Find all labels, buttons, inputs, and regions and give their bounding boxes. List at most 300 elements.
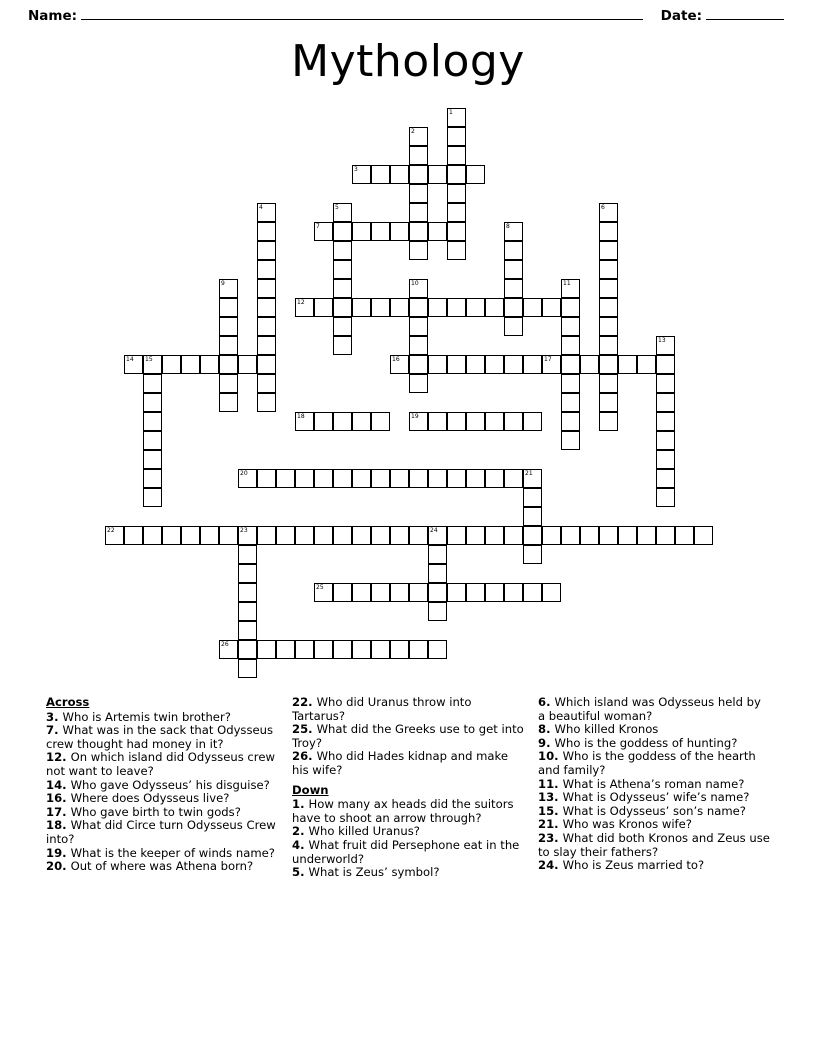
crossword-cell[interactable]: [371, 298, 390, 317]
crossword-cell[interactable]: [238, 564, 257, 583]
crossword-cell[interactable]: [599, 279, 618, 298]
crossword-cell[interactable]: [257, 317, 276, 336]
crossword-cell[interactable]: [447, 108, 466, 127]
crossword-cell[interactable]: [371, 526, 390, 545]
crossword-cell[interactable]: [504, 583, 523, 602]
crossword-cell[interactable]: [124, 526, 143, 545]
crossword-cell[interactable]: [409, 241, 428, 260]
crossword-cell[interactable]: [409, 127, 428, 146]
crossword-cell[interactable]: [523, 583, 542, 602]
crossword-cell[interactable]: [181, 355, 200, 374]
crossword-cell[interactable]: [409, 165, 428, 184]
crossword-cell[interactable]: [314, 526, 333, 545]
crossword-cell[interactable]: [428, 222, 447, 241]
crossword-cell[interactable]: [466, 355, 485, 374]
crossword-cell[interactable]: [295, 526, 314, 545]
crossword-cell[interactable]: [447, 526, 466, 545]
crossword-cell[interactable]: [238, 602, 257, 621]
crossword-cell[interactable]: [257, 203, 276, 222]
cell-number: 1: [449, 109, 453, 116]
crossword-cell[interactable]: [656, 488, 675, 507]
crossword-cell[interactable]: [447, 127, 466, 146]
crossword-cell[interactable]: [466, 298, 485, 317]
crossword-cell[interactable]: [371, 469, 390, 488]
crossword-cell[interactable]: [523, 355, 542, 374]
crossword-cell[interactable]: [333, 412, 352, 431]
date-label: Date:: [660, 8, 702, 24]
clue-item: [46, 847, 278, 861]
crossword-cell[interactable]: [143, 469, 162, 488]
crossword-cell[interactable]: [561, 374, 580, 393]
crossword-cell[interactable]: [352, 640, 371, 659]
crossword-cell[interactable]: [542, 298, 561, 317]
crossword-cell[interactable]: [371, 640, 390, 659]
clue-item: [538, 791, 770, 805]
crossword-cell[interactable]: [409, 355, 428, 374]
clue-number: 25.: [292, 722, 317, 737]
crossword-cell[interactable]: [656, 526, 675, 545]
crossword-cell[interactable]: [143, 412, 162, 431]
crossword-cell[interactable]: [295, 640, 314, 659]
clue-item: [46, 806, 278, 820]
date-write-line[interactable]: [706, 19, 784, 20]
crossword-cell[interactable]: [485, 298, 504, 317]
crossword-cell[interactable]: [504, 279, 523, 298]
clue-item: [292, 866, 524, 880]
crossword-cell[interactable]: [656, 412, 675, 431]
crossword-cell[interactable]: [314, 412, 333, 431]
crossword-cell[interactable]: [314, 298, 333, 317]
clue-number: 15.: [538, 803, 563, 818]
crossword-cell[interactable]: [409, 184, 428, 203]
crossword-cell[interactable]: [618, 526, 637, 545]
crossword-cell[interactable]: [599, 393, 618, 412]
crossword-cell[interactable]: [428, 165, 447, 184]
crossword-cell[interactable]: [637, 355, 656, 374]
crossword-cell[interactable]: [523, 545, 542, 564]
crossword-cell[interactable]: [257, 640, 276, 659]
crossword-cell[interactable]: [295, 469, 314, 488]
clue-text: Who is the goddess of hunting?: [554, 735, 738, 750]
cell-number: 5: [335, 204, 339, 211]
clue-text: Who was Kronos wife?: [562, 817, 692, 832]
crossword-cell[interactable]: [428, 583, 447, 602]
crossword-cell[interactable]: [333, 526, 352, 545]
clue-item: [292, 825, 524, 839]
crossword-cell[interactable]: [485, 583, 504, 602]
crossword-cell[interactable]: [599, 298, 618, 317]
crossword-cell[interactable]: [447, 469, 466, 488]
clue-number: 20.: [46, 859, 71, 874]
crossword-cell[interactable]: [599, 241, 618, 260]
crossword-cell[interactable]: [390, 165, 409, 184]
crossword-cell[interactable]: [447, 355, 466, 374]
crossword-cell[interactable]: [371, 165, 390, 184]
crossword-cell[interactable]: [390, 526, 409, 545]
crossword-cell[interactable]: [390, 355, 409, 374]
crossword-cell[interactable]: [333, 222, 352, 241]
crossword-cell[interactable]: [504, 317, 523, 336]
crossword-cell[interactable]: [542, 355, 561, 374]
crossword-cell[interactable]: [599, 355, 618, 374]
cell-number: 22: [107, 527, 115, 534]
clue-number: 14.: [46, 777, 71, 792]
crossword-cell[interactable]: [238, 583, 257, 602]
crossword-cell[interactable]: [580, 355, 599, 374]
crossword-cell[interactable]: [390, 222, 409, 241]
cell-number: 9: [221, 280, 225, 287]
crossword-cell[interactable]: [599, 412, 618, 431]
crossword-cell[interactable]: [504, 469, 523, 488]
clue-item: [46, 779, 278, 793]
name-write-line[interactable]: [81, 19, 643, 20]
crossword-cell[interactable]: [409, 640, 428, 659]
crossword-cell[interactable]: [561, 355, 580, 374]
crossword-cell[interactable]: [352, 298, 371, 317]
cell-number: 26: [221, 641, 229, 648]
clue-text: Where does Odysseus live?: [70, 791, 230, 806]
crossword-cell[interactable]: [219, 374, 238, 393]
cell-number: 24: [430, 527, 438, 534]
crossword-cell[interactable]: [447, 184, 466, 203]
crossword-cell[interactable]: [504, 222, 523, 241]
clue-number: 22.: [292, 695, 317, 709]
crossword-cell[interactable]: [219, 279, 238, 298]
cell-number: 4: [259, 204, 263, 211]
cell-number: 13: [658, 337, 666, 344]
crossword-cell[interactable]: [352, 469, 371, 488]
crossword-cell[interactable]: [295, 298, 314, 317]
crossword-cell[interactable]: [409, 222, 428, 241]
clue-number: 7.: [46, 723, 63, 738]
cell-number: 7: [316, 223, 320, 230]
crossword-cell[interactable]: [428, 469, 447, 488]
crossword-cell[interactable]: [466, 469, 485, 488]
crossword-cell[interactable]: [219, 526, 238, 545]
clue-item: [292, 696, 524, 723]
crossword-cell[interactable]: [409, 279, 428, 298]
crossword-cell[interactable]: [561, 412, 580, 431]
crossword-cell[interactable]: [523, 488, 542, 507]
crossword-cell[interactable]: [257, 260, 276, 279]
crossword-cell[interactable]: [219, 393, 238, 412]
crossword-cell[interactable]: [409, 469, 428, 488]
cell-number: 18: [297, 413, 305, 420]
crossword-cell[interactable]: [276, 526, 295, 545]
crossword-cell[interactable]: [314, 222, 333, 241]
clue-item: [538, 818, 770, 832]
crossword-cell[interactable]: [485, 469, 504, 488]
clue-number: 4.: [292, 837, 309, 852]
crossword-cell[interactable]: [447, 241, 466, 260]
crossword-cell[interactable]: [257, 355, 276, 374]
crossword-cell[interactable]: [428, 298, 447, 317]
clue-item: [46, 860, 278, 874]
crossword-cell[interactable]: [428, 602, 447, 621]
clue-number: 17.: [46, 804, 71, 819]
crossword-cell[interactable]: [409, 374, 428, 393]
clue-item: [538, 778, 770, 792]
clue-item: [292, 798, 524, 825]
crossword-cell[interactable]: [599, 222, 618, 241]
crossword-cell[interactable]: [371, 222, 390, 241]
clue-text: What is Zeus’ symbol?: [308, 865, 440, 880]
cell-number: 17: [544, 356, 552, 363]
crossword-cell[interactable]: [333, 469, 352, 488]
crossword-cell[interactable]: [143, 431, 162, 450]
crossword-cell[interactable]: [371, 412, 390, 431]
clue-item: [46, 724, 278, 751]
crossword-cell[interactable]: [561, 336, 580, 355]
crossword-cell[interactable]: [200, 526, 219, 545]
crossword-cell[interactable]: [656, 431, 675, 450]
cell-number: 16: [392, 356, 400, 363]
crossword-cell[interactable]: [599, 317, 618, 336]
crossword-cell[interactable]: [333, 298, 352, 317]
crossword-cell[interactable]: [257, 298, 276, 317]
crossword-cell[interactable]: [656, 336, 675, 355]
clue-item: [538, 750, 770, 777]
crossword-cell[interactable]: [238, 526, 257, 545]
crossword-cell[interactable]: [409, 526, 428, 545]
crossword-cell[interactable]: [219, 317, 238, 336]
clue-item: [538, 696, 770, 723]
crossword-cell[interactable]: [447, 583, 466, 602]
crossword-cell[interactable]: [314, 469, 333, 488]
crossword-cell[interactable]: [257, 336, 276, 355]
crossword-cell[interactable]: [333, 336, 352, 355]
crossword-cell[interactable]: [466, 412, 485, 431]
crossword-cell[interactable]: [238, 469, 257, 488]
crossword-cell[interactable]: [523, 298, 542, 317]
crossword-cell[interactable]: [656, 374, 675, 393]
crossword-cell[interactable]: [333, 279, 352, 298]
crossword-cell[interactable]: [618, 355, 637, 374]
crossword-cell[interactable]: [257, 241, 276, 260]
crossword-cell[interactable]: [143, 450, 162, 469]
cell-number: 10: [411, 280, 419, 287]
crossword-cell[interactable]: [428, 545, 447, 564]
crossword-cell[interactable]: [371, 583, 390, 602]
crossword-cell[interactable]: [219, 336, 238, 355]
crossword-cell[interactable]: [200, 355, 219, 374]
crossword-cell[interactable]: [276, 469, 295, 488]
clue-number: 3.: [46, 709, 63, 724]
crossword-cell[interactable]: [580, 526, 599, 545]
crossword-cell[interactable]: [523, 507, 542, 526]
crossword-cell[interactable]: [409, 203, 428, 222]
crossword-cell[interactable]: [542, 526, 561, 545]
crossword-cell[interactable]: [466, 165, 485, 184]
crossword-cell[interactable]: [428, 355, 447, 374]
crossword-cell[interactable]: [162, 526, 181, 545]
crossword-cell[interactable]: [143, 355, 162, 374]
crossword-cell[interactable]: [447, 146, 466, 165]
clue-item: [538, 859, 770, 873]
crossword-cell[interactable]: [257, 222, 276, 241]
page-title: Mythology: [291, 36, 525, 87]
crossword-cell[interactable]: [143, 488, 162, 507]
cell-number: 8: [506, 223, 510, 230]
crossword-cell[interactable]: [390, 469, 409, 488]
crossword-cell[interactable]: [599, 526, 618, 545]
crossword-cell[interactable]: [352, 165, 371, 184]
crossword-cell[interactable]: [219, 355, 238, 374]
crossword-cell[interactable]: [428, 526, 447, 545]
clue-text: Who killed Uranus?: [308, 824, 420, 839]
crossword-cell[interactable]: [352, 412, 371, 431]
crossword-cell[interactable]: [409, 336, 428, 355]
clue-text: What is Athena’s roman name?: [562, 776, 745, 791]
crossword-cell[interactable]: [485, 412, 504, 431]
crossword-cell[interactable]: [333, 317, 352, 336]
crossword-cell[interactable]: [143, 374, 162, 393]
crossword-cell[interactable]: [238, 640, 257, 659]
crossword-cell[interactable]: [314, 583, 333, 602]
crossword-cell[interactable]: [181, 526, 200, 545]
crossword-cell[interactable]: [409, 298, 428, 317]
crossword-cell[interactable]: [561, 393, 580, 412]
crossword-cell[interactable]: [143, 393, 162, 412]
crossword-cell[interactable]: [504, 260, 523, 279]
clue-item: [292, 750, 524, 777]
crossword-cell[interactable]: [675, 526, 694, 545]
cell-number: 21: [525, 470, 533, 477]
crossword-cell[interactable]: [143, 526, 162, 545]
crossword-cell[interactable]: [105, 526, 124, 545]
cell-number: 23: [240, 527, 248, 534]
crossword-cell[interactable]: [694, 526, 713, 545]
cell-number: 19: [411, 413, 419, 420]
name-date-header: [28, 8, 788, 24]
crossword-cell[interactable]: [238, 355, 257, 374]
clue-text: Out of where was Athena born?: [70, 859, 254, 874]
crossword-cell[interactable]: [257, 526, 276, 545]
crossword-cell[interactable]: [523, 412, 542, 431]
crossword-cell[interactable]: [409, 146, 428, 165]
crossword-cell[interactable]: [504, 412, 523, 431]
crossword-cell[interactable]: [390, 298, 409, 317]
crossword-cell[interactable]: [409, 583, 428, 602]
crossword-cell[interactable]: [124, 355, 143, 374]
crossword-cell[interactable]: [561, 298, 580, 317]
crossword-cell[interactable]: [352, 583, 371, 602]
clue-text: Who is Artemis twin brother?: [62, 709, 231, 724]
clue-text: What did the Greeks use to get into Troy?: [292, 722, 524, 750]
crossword-cell[interactable]: [599, 203, 618, 222]
crossword-cell[interactable]: [428, 564, 447, 583]
crossword-cell[interactable]: [238, 659, 257, 678]
crossword-cell[interactable]: [523, 469, 542, 488]
crossword-cell[interactable]: [485, 355, 504, 374]
crossword-cell[interactable]: [447, 298, 466, 317]
crossword-cell[interactable]: [447, 203, 466, 222]
crossword-cell[interactable]: [238, 621, 257, 640]
crossword-cell[interactable]: [523, 526, 542, 545]
crossword-cell[interactable]: [219, 640, 238, 659]
crossword-cell[interactable]: [504, 526, 523, 545]
crossword-cell[interactable]: [295, 412, 314, 431]
crossword-cell[interactable]: [238, 545, 257, 564]
clue-text: What is the keeper of winds name?: [70, 845, 275, 860]
crossword-cell[interactable]: [257, 393, 276, 412]
crossword-grid[interactable]: [105, 108, 715, 661]
crossword-cell[interactable]: [504, 241, 523, 260]
crossword-cell[interactable]: [637, 526, 656, 545]
crossword-cell[interactable]: [599, 336, 618, 355]
crossword-cell[interactable]: [485, 526, 504, 545]
clue-list: [46, 696, 770, 986]
clue-number: 16.: [46, 791, 71, 806]
crossword-cell[interactable]: [447, 222, 466, 241]
crossword-cell[interactable]: [656, 393, 675, 412]
crossword-cell[interactable]: [333, 640, 352, 659]
clue-number: 18.: [46, 818, 71, 833]
clue-number: 13.: [538, 790, 563, 805]
crossword-cell[interactable]: [333, 203, 352, 222]
crossword-cell[interactable]: [542, 583, 561, 602]
clue-text: Who is the goddess of the hearth and family?: [538, 749, 756, 777]
crossword-cell[interactable]: [504, 355, 523, 374]
crossword-cell[interactable]: [599, 260, 618, 279]
crossword-cell[interactable]: [276, 640, 295, 659]
crossword-cell[interactable]: [561, 431, 580, 450]
crossword-cell[interactable]: [257, 374, 276, 393]
crossword-cell[interactable]: [561, 279, 580, 298]
clue-text: Who gave birth to twin gods?: [70, 804, 241, 819]
crossword-cell[interactable]: [656, 469, 675, 488]
crossword-cell[interactable]: [162, 355, 181, 374]
crossword-cell[interactable]: [466, 583, 485, 602]
clue-number: 2.: [292, 824, 309, 839]
crossword-cell[interactable]: [352, 526, 371, 545]
cell-number: 14: [126, 356, 134, 363]
crossword-cell[interactable]: [656, 450, 675, 469]
crossword-cell[interactable]: [352, 222, 371, 241]
crossword-cell[interactable]: [447, 165, 466, 184]
crossword-cell[interactable]: [333, 583, 352, 602]
cell-number: 20: [240, 470, 248, 477]
crossword-cell[interactable]: [409, 412, 428, 431]
crossword-cell[interactable]: [390, 583, 409, 602]
crossword-cell[interactable]: [409, 317, 428, 336]
crossword-cell[interactable]: [333, 241, 352, 260]
clue-text: What is Odysseus’ son’s name?: [562, 803, 746, 818]
crossword-cell[interactable]: [390, 640, 409, 659]
crossword-cell[interactable]: [561, 526, 580, 545]
crossword-cell[interactable]: [504, 298, 523, 317]
crossword-cell[interactable]: [466, 526, 485, 545]
crossword-cell[interactable]: [219, 298, 238, 317]
crossword-cell[interactable]: [257, 469, 276, 488]
clue-number: 11.: [538, 776, 563, 791]
clue-text: Who did Uranus throw into Tartarus?: [292, 695, 472, 723]
clue-text: What is Odysseus’ wife’s name?: [562, 790, 750, 805]
crossword-cell[interactable]: [656, 355, 675, 374]
crossword-cell[interactable]: [428, 412, 447, 431]
crossword-cell[interactable]: [599, 374, 618, 393]
crossword-cell[interactable]: [257, 279, 276, 298]
crossword-cell[interactable]: [333, 260, 352, 279]
crossword-cell[interactable]: [447, 412, 466, 431]
across-heading: Across: [46, 695, 90, 709]
clue-number: 12.: [46, 750, 71, 765]
clue-text: Who did Hades kidnap and make his wife?: [292, 749, 508, 777]
crossword-cell[interactable]: [561, 317, 580, 336]
crossword-cell[interactable]: [314, 640, 333, 659]
crossword-cell[interactable]: [428, 640, 447, 659]
cell-number: 11: [563, 280, 571, 287]
